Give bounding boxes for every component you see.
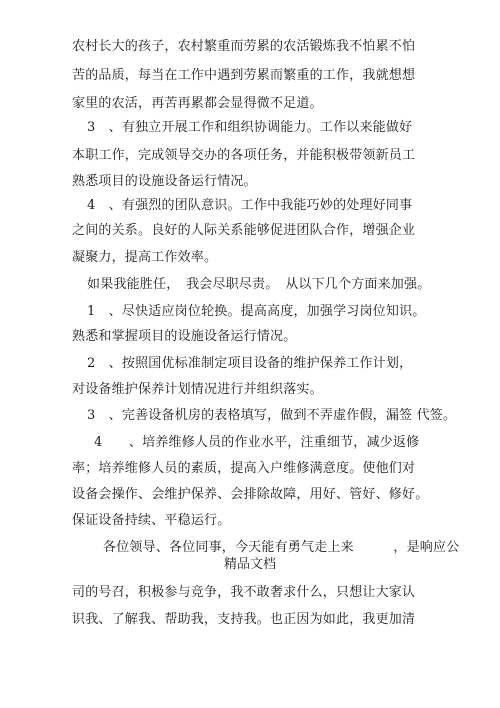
text-line: 如果我能胜任， 我会尽职尽责。 从以下几个方面来加强。: [87, 277, 431, 292]
text-line: 率；培养维修人员的素质，提高入户维修满意度。使他们对: [72, 461, 416, 476]
text-line: 4 、培养维修人员的作业水平，注重细节，减少返修: [94, 435, 420, 450]
text-line: 家里的农活，再苦再累都会显得微不足道。: [72, 96, 323, 111]
text-line: 对设备维护保养计划情况进行并组织落实。: [72, 382, 323, 397]
text-line: 2 、按照国优标准制定项目设备的维护保养工作计划，: [87, 356, 413, 371]
text-line: 本职工作，完成领导交办的各项任务，并能积极带领新员工: [72, 148, 416, 163]
text-line: 苦的品质，每当在工作中遇到劳累而繁重的工作，我就想想: [72, 68, 416, 83]
text-line: 4 、有强烈的团队意识。工作中我能巧妙的处理好同事: [87, 198, 413, 213]
text-line: 凝聚力，提高工作效率。: [72, 250, 218, 265]
text-line: 3 、有独立开展工作和组织协调能力。工作以来能做好: [87, 120, 413, 135]
text-line: 保证设备持续、平稳运行。: [72, 513, 231, 528]
text-line: 熟悉和掌握项目的设施设备运行情况。: [72, 329, 297, 344]
text-line: 设备会操作、会维护保养、会排除故障，用好、管好、修好。: [72, 487, 429, 502]
text-line: 农村长大的孩子，农村繁重而劳累的农活锻炼我不怕累不怕: [72, 39, 416, 54]
page-footer-label: 精品文档: [223, 557, 276, 572]
text-line: 3 、完善设备机房的表格填写，做到不弄虚作假，漏签 代签。: [87, 408, 457, 423]
text-line: 司的号召，积极参与竞争，我不敢奢求什么，只想让大家认: [72, 585, 416, 600]
text-line: 1 、尽快适应岗位轮换。提高高度，加强学习岗位知识。: [87, 304, 426, 319]
text-line: 各位领导、各位同事，今天能有勇气走上来 ，是响应公: [103, 540, 460, 555]
text-line: 之间的关系。良好的人际关系能够促进团队合作，增强企业: [72, 223, 416, 238]
text-line: 识我、了解我、帮助我，支持我。也正因为如此，我更加清: [72, 612, 416, 627]
text-line: 熟悉项目的设施设备运行情况。: [72, 174, 257, 189]
